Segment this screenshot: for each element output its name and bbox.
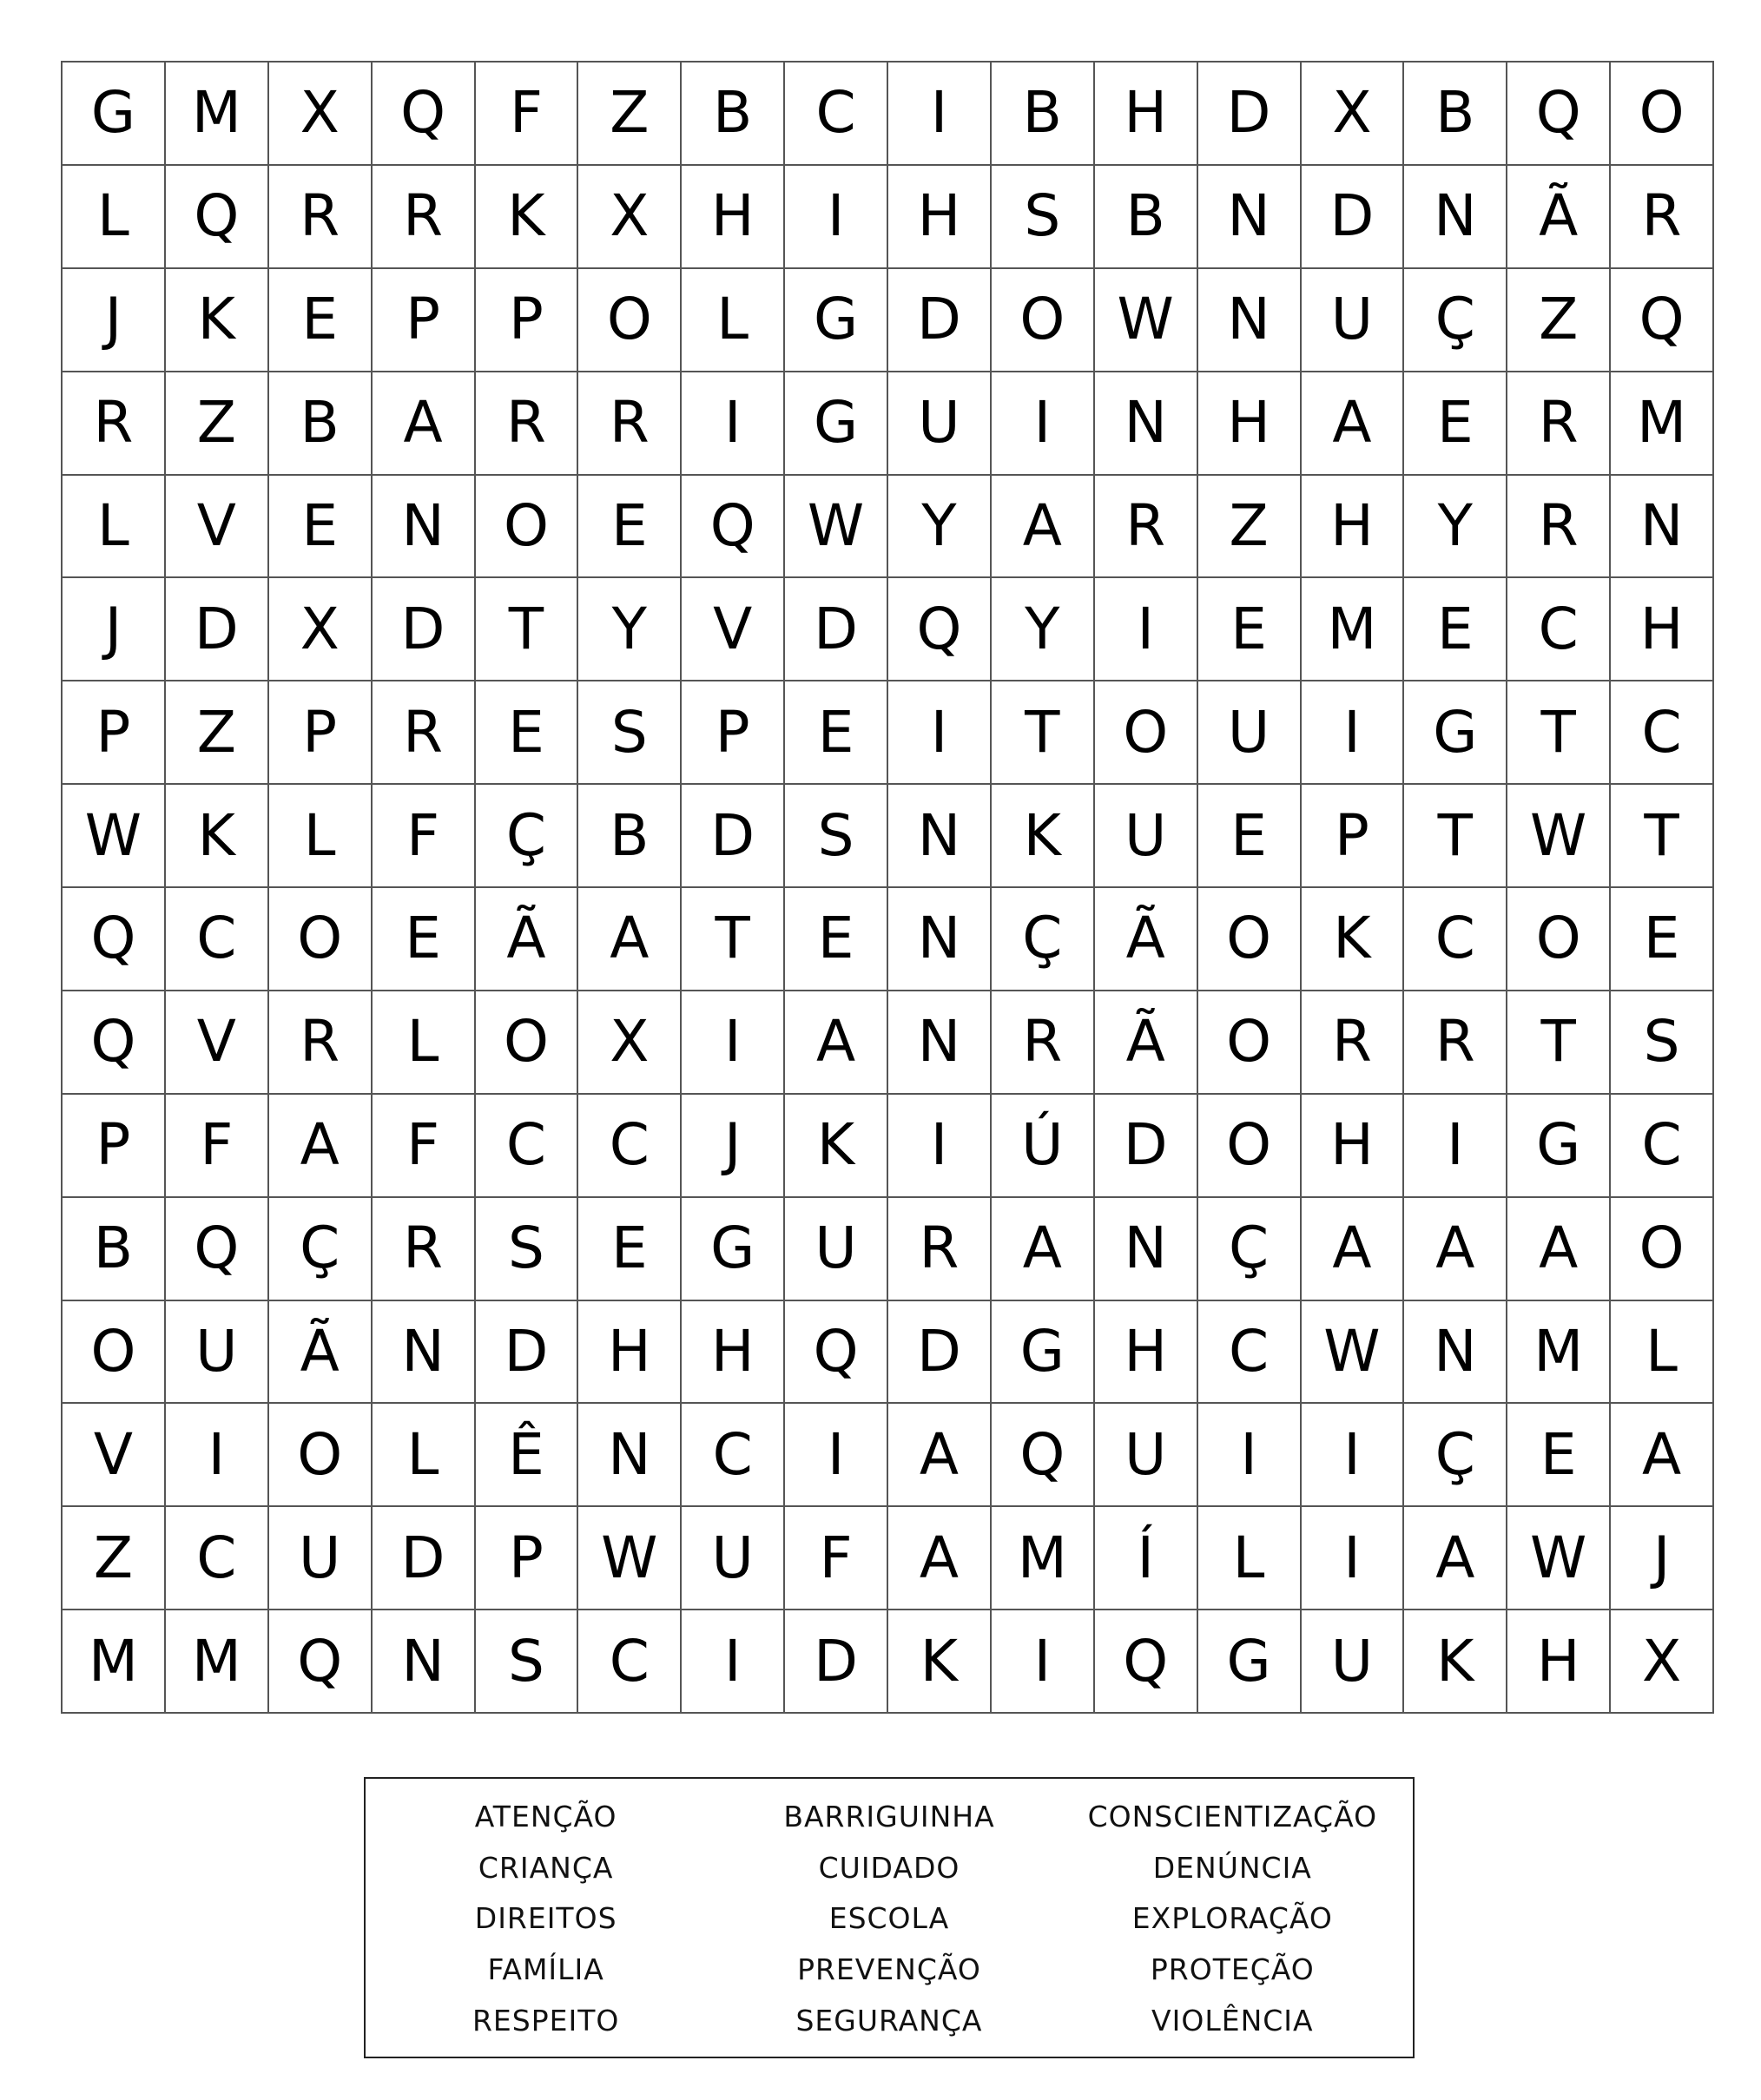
grid-cell[interactable]: U <box>166 1301 269 1405</box>
grid-cell[interactable]: Q <box>1095 1610 1198 1714</box>
grid-cell[interactable]: W <box>1507 1507 1611 1610</box>
grid-cell[interactable]: W <box>785 476 888 579</box>
grid-cell[interactable]: N <box>578 1404 682 1507</box>
grid-cell[interactable]: Q <box>682 476 785 579</box>
word-search-grid <box>61 61 1714 1714</box>
grid-cell[interactable]: S <box>578 681 682 785</box>
grid-cell[interactable]: R <box>1302 991 1405 1095</box>
grid-cell[interactable]: B <box>63 1198 166 1301</box>
grid-cell[interactable]: R <box>373 681 476 785</box>
grid-cell[interactable]: X <box>578 166 682 269</box>
grid-cell[interactable]: Q <box>166 166 269 269</box>
grid-cell[interactable]: G <box>682 1198 785 1301</box>
grid-cell[interactable]: S <box>476 1610 579 1714</box>
grid-cell[interactable]: Q <box>166 1198 269 1301</box>
grid-cell[interactable]: N <box>1404 1301 1507 1405</box>
word-list-item: BARRIGUINHA <box>783 1799 995 1833</box>
grid-cell[interactable]: C <box>1611 681 1714 785</box>
grid-cell[interactable]: E <box>373 888 476 991</box>
grid-cell[interactable]: Ê <box>476 1404 579 1507</box>
grid-cell[interactable]: D <box>373 578 476 681</box>
grid-cell[interactable]: F <box>476 63 579 166</box>
grid-cell[interactable]: Ú <box>992 1095 1095 1198</box>
grid-cell[interactable]: D <box>785 1610 888 1714</box>
grid-cell[interactable]: G <box>992 1301 1095 1405</box>
grid-cell[interactable]: U <box>269 1507 373 1610</box>
grid-cell[interactable]: O <box>476 476 579 579</box>
grid-cell[interactable]: H <box>1198 372 1302 476</box>
grid-cell[interactable]: I <box>888 681 992 785</box>
grid-cell[interactable]: K <box>1302 888 1405 991</box>
grid-cell[interactable]: H <box>1611 578 1714 681</box>
grid-cell[interactable]: D <box>888 1301 992 1405</box>
grid-cell[interactable]: L <box>373 991 476 1095</box>
grid-cell[interactable]: C <box>785 63 888 166</box>
grid-cell[interactable]: O <box>1611 63 1714 166</box>
grid-cell[interactable]: R <box>1404 991 1507 1095</box>
grid-cell[interactable]: R <box>1611 166 1714 269</box>
word-list-item: PREVENÇÃO <box>797 1952 981 1987</box>
grid-cell[interactable]: Q <box>1611 269 1714 372</box>
grid-cell[interactable]: D <box>166 578 269 681</box>
grid-cell[interactable]: Ç <box>992 888 1095 991</box>
grid-cell[interactable]: H <box>888 166 992 269</box>
grid-cell[interactable]: T <box>682 888 785 991</box>
grid-cell[interactable]: Q <box>373 63 476 166</box>
grid-cell[interactable]: X <box>1302 63 1405 166</box>
grid-cell[interactable]: C <box>1507 578 1611 681</box>
grid-cell[interactable]: A <box>1611 1404 1714 1507</box>
grid-cell[interactable]: L <box>1198 1507 1302 1610</box>
grid-cell[interactable]: C <box>166 1507 269 1610</box>
grid-cell[interactable]: A <box>1302 1198 1405 1301</box>
grid-cell[interactable]: E <box>785 888 888 991</box>
grid-cell[interactable]: E <box>1611 888 1714 991</box>
grid-cell[interactable]: I <box>785 166 888 269</box>
word-list-item: DIREITOS <box>474 1901 617 1936</box>
grid-cell[interactable]: U <box>1095 785 1198 888</box>
grid-cell[interactable]: X <box>578 991 682 1095</box>
grid-cell[interactable]: T <box>1611 785 1714 888</box>
grid-cell[interactable]: W <box>1302 1301 1405 1405</box>
grid-cell[interactable]: R <box>1507 372 1611 476</box>
grid-cell[interactable]: R <box>373 1198 476 1301</box>
grid-cell[interactable]: U <box>1302 269 1405 372</box>
grid-cell[interactable]: B <box>269 372 373 476</box>
grid-cell[interactable]: K <box>785 1095 888 1198</box>
grid-cell[interactable]: B <box>578 785 682 888</box>
grid-cell[interactable]: N <box>1198 269 1302 372</box>
word-list-item: ATENÇÃO <box>474 1799 617 1833</box>
grid-cell[interactable]: E <box>269 269 373 372</box>
grid-cell[interactable]: L <box>63 166 166 269</box>
grid-cell[interactable]: Ã <box>1095 888 1198 991</box>
grid-cell[interactable]: R <box>269 166 373 269</box>
grid-cell[interactable]: Ç <box>476 785 579 888</box>
grid-cell[interactable]: R <box>578 372 682 476</box>
grid-cell[interactable]: R <box>888 1198 992 1301</box>
grid-cell[interactable]: I <box>682 991 785 1095</box>
grid-cell[interactable]: O <box>1507 888 1611 991</box>
grid-cell[interactable]: U <box>1198 681 1302 785</box>
grid-cell[interactable]: P <box>269 681 373 785</box>
grid-cell[interactable]: T <box>476 578 579 681</box>
grid-cell[interactable]: U <box>888 372 992 476</box>
grid-cell[interactable]: M <box>63 1610 166 1714</box>
word-list-item: PROTEÇÃO <box>1150 1952 1315 1987</box>
grid-cell[interactable]: E <box>476 681 579 785</box>
grid-cell[interactable]: Q <box>992 1404 1095 1507</box>
grid-cell[interactable]: X <box>269 578 373 681</box>
grid-cell[interactable]: O <box>1198 888 1302 991</box>
grid-cell[interactable]: P <box>682 681 785 785</box>
grid-cell[interactable]: A <box>1404 1198 1507 1301</box>
grid-cell[interactable]: I <box>992 1610 1095 1714</box>
grid-cell[interactable]: M <box>1611 372 1714 476</box>
grid-cell[interactable]: Y <box>888 476 992 579</box>
word-list-item: CONSCIENTIZAÇÃO <box>1087 1799 1378 1833</box>
grid-cell[interactable]: P <box>63 1095 166 1198</box>
grid-cell[interactable]: H <box>1302 476 1405 579</box>
grid-cell[interactable]: S <box>992 166 1095 269</box>
grid-cell[interactable]: A <box>1507 1198 1611 1301</box>
grid-cell[interactable]: Q <box>63 991 166 1095</box>
grid-cell[interactable]: Q <box>1507 63 1611 166</box>
grid-cell[interactable]: Q <box>63 888 166 991</box>
grid-cell[interactable]: R <box>1507 476 1611 579</box>
grid-cell[interactable]: G <box>785 372 888 476</box>
grid-cell[interactable]: J <box>63 269 166 372</box>
grid-cell[interactable]: E <box>1404 372 1507 476</box>
grid-cell[interactable]: N <box>373 476 476 579</box>
grid-cell[interactable]: F <box>785 1507 888 1610</box>
grid-cell[interactable]: Q <box>269 1610 373 1714</box>
grid-cell[interactable]: I <box>1095 578 1198 681</box>
grid-cell[interactable]: K <box>166 269 269 372</box>
grid-cell[interactable]: G <box>785 269 888 372</box>
word-list-item: FAMÍLIA <box>487 1952 604 1987</box>
grid-cell[interactable]: P <box>1302 785 1405 888</box>
grid-cell[interactable]: R <box>476 372 579 476</box>
grid-cell[interactable]: I <box>785 1404 888 1507</box>
grid-cell[interactable]: C <box>578 1610 682 1714</box>
grid-cell[interactable]: O <box>1198 991 1302 1095</box>
grid-cell[interactable]: C <box>476 1095 579 1198</box>
grid-cell[interactable]: A <box>373 372 476 476</box>
grid-cell[interactable]: D <box>373 1507 476 1610</box>
grid-cell[interactable]: R <box>992 991 1095 1095</box>
grid-cell[interactable]: E <box>785 681 888 785</box>
grid-cell[interactable]: S <box>476 1198 579 1301</box>
grid-cell[interactable]: A <box>888 1404 992 1507</box>
grid-cell[interactable]: G <box>1404 681 1507 785</box>
grid-cell[interactable]: L <box>682 269 785 372</box>
grid-cell[interactable]: E <box>1198 578 1302 681</box>
grid-cell[interactable]: O <box>1095 681 1198 785</box>
grid-cell[interactable]: Q <box>888 578 992 681</box>
grid-cell[interactable]: O <box>269 1404 373 1507</box>
grid-cell[interactable]: I <box>1404 1095 1507 1198</box>
grid-cell[interactable]: O <box>269 888 373 991</box>
grid-cell[interactable]: V <box>63 1404 166 1507</box>
grid-cell[interactable]: I <box>1302 681 1405 785</box>
grid-cell[interactable]: N <box>373 1301 476 1405</box>
grid-cell[interactable]: Z <box>166 372 269 476</box>
grid-cell[interactable]: C <box>1198 1301 1302 1405</box>
grid-cell[interactable]: I <box>1302 1507 1405 1610</box>
word-list-item: EXPLORAÇÃO <box>1131 1901 1333 1936</box>
grid-cell[interactable]: T <box>1507 681 1611 785</box>
grid-cell[interactable]: C <box>682 1404 785 1507</box>
grid-cell[interactable]: L <box>63 476 166 579</box>
grid-cell[interactable]: W <box>578 1507 682 1610</box>
grid-cell[interactable]: A <box>992 1198 1095 1301</box>
grid-cell[interactable]: S <box>1611 991 1714 1095</box>
grid-cell[interactable]: L <box>373 1404 476 1507</box>
grid-cell[interactable]: F <box>166 1095 269 1198</box>
grid-cell[interactable]: A <box>888 1507 992 1610</box>
grid-cell[interactable]: C <box>1404 888 1507 991</box>
grid-cell[interactable]: A <box>1302 372 1405 476</box>
grid-cell[interactable]: J <box>63 578 166 681</box>
grid-cell[interactable]: Z <box>166 681 269 785</box>
grid-cell[interactable]: C <box>578 1095 682 1198</box>
grid-cell[interactable]: Ã <box>1507 166 1611 269</box>
grid-cell[interactable]: D <box>682 785 785 888</box>
grid-cell[interactable]: K <box>992 785 1095 888</box>
grid-cell[interactable]: R <box>1095 476 1198 579</box>
grid-cell[interactable]: Z <box>578 63 682 166</box>
grid-cell[interactable]: N <box>373 1610 476 1714</box>
grid-cell[interactable]: H <box>682 166 785 269</box>
grid-cell[interactable]: W <box>1507 785 1611 888</box>
grid-cell[interactable]: Y <box>992 578 1095 681</box>
grid-cell[interactable]: O <box>578 269 682 372</box>
grid-cell[interactable]: B <box>992 63 1095 166</box>
grid-cell[interactable]: O <box>476 991 579 1095</box>
word-list-item: VIOLÊNCIA <box>1151 2004 1314 2038</box>
grid-cell[interactable]: R <box>373 166 476 269</box>
grid-cell[interactable]: H <box>1302 1095 1405 1198</box>
grid-cell[interactable]: M <box>166 1610 269 1714</box>
word-list-item: DENÚNCIA <box>1152 1850 1312 1885</box>
grid-cell[interactable]: A <box>785 991 888 1095</box>
word-list-item: SEGURANÇA <box>795 2004 983 2038</box>
word-list-item: CUIDADO <box>818 1850 960 1885</box>
grid-cell[interactable]: K <box>476 166 579 269</box>
grid-cell[interactable]: Ã <box>476 888 579 991</box>
grid-cell[interactable]: V <box>682 578 785 681</box>
grid-cell[interactable]: D <box>1198 63 1302 166</box>
grid-cell[interactable]: D <box>888 269 992 372</box>
grid-cell[interactable]: I <box>682 1610 785 1714</box>
grid-cell[interactable]: K <box>166 785 269 888</box>
grid-cell[interactable]: G <box>1198 1610 1302 1714</box>
grid-cell[interactable]: H <box>1095 1301 1198 1405</box>
grid-cell[interactable]: A <box>1404 1507 1507 1610</box>
grid-cell[interactable]: E <box>578 476 682 579</box>
word-list-item: CRIANÇA <box>478 1850 614 1885</box>
grid-cell[interactable]: D <box>1302 166 1405 269</box>
grid-cell[interactable]: E <box>1404 578 1507 681</box>
grid-cell[interactable]: N <box>888 991 992 1095</box>
grid-cell[interactable]: Y <box>1404 476 1507 579</box>
grid-cell[interactable]: P <box>476 269 579 372</box>
grid-cell[interactable]: U <box>1095 1404 1198 1507</box>
grid-cell[interactable]: D <box>785 578 888 681</box>
grid-cell[interactable]: Ç <box>1404 269 1507 372</box>
grid-cell[interactable]: B <box>1095 166 1198 269</box>
grid-cell[interactable]: E <box>1198 785 1302 888</box>
grid-cell[interactable]: O <box>1198 1095 1302 1198</box>
grid-cell[interactable]: B <box>1404 63 1507 166</box>
grid-cell[interactable]: M <box>1507 1301 1611 1405</box>
grid-cell[interactable]: O <box>992 269 1095 372</box>
grid-cell[interactable]: D <box>476 1301 579 1405</box>
grid-cell[interactable]: Ç <box>1198 1198 1302 1301</box>
grid-cell[interactable]: W <box>63 785 166 888</box>
grid-cell[interactable]: V <box>166 476 269 579</box>
grid-cell[interactable]: I <box>888 1095 992 1198</box>
grid-cell[interactable]: J <box>682 1095 785 1198</box>
grid-cell[interactable]: H <box>1095 63 1198 166</box>
grid-cell[interactable]: M <box>166 63 269 166</box>
grid-cell[interactable]: G <box>1507 1095 1611 1198</box>
grid-cell[interactable]: P <box>476 1507 579 1610</box>
grid-cell[interactable]: G <box>63 63 166 166</box>
grid-cell[interactable]: U <box>785 1198 888 1301</box>
grid-cell[interactable]: D <box>1095 1095 1198 1198</box>
grid-cell[interactable]: I <box>682 372 785 476</box>
grid-cell[interactable]: E <box>578 1198 682 1301</box>
grid-cell[interactable]: N <box>888 785 992 888</box>
grid-cell[interactable]: C <box>166 888 269 991</box>
grid-cell[interactable]: N <box>1611 476 1714 579</box>
grid-cell[interactable]: Y <box>578 578 682 681</box>
grid-cell[interactable]: V <box>166 991 269 1095</box>
grid-cell[interactable]: A <box>992 476 1095 579</box>
grid-cell[interactable]: P <box>373 269 476 372</box>
grid-cell[interactable]: X <box>1611 1610 1714 1714</box>
grid-cell[interactable]: T <box>992 681 1095 785</box>
grid-cell[interactable]: W <box>1095 269 1198 372</box>
grid-cell[interactable]: N <box>1095 1198 1198 1301</box>
grid-cell[interactable]: K <box>1404 1610 1507 1714</box>
grid-cell[interactable]: O <box>63 1301 166 1405</box>
word-list-item: ESCOLA <box>828 1901 950 1936</box>
word-list-item: RESPEITO <box>472 2004 620 2038</box>
grid-cell[interactable]: I <box>1198 1404 1302 1507</box>
grid-cell[interactable]: Z <box>1198 476 1302 579</box>
grid-cell[interactable]: P <box>63 681 166 785</box>
grid-cell[interactable]: Z <box>63 1507 166 1610</box>
grid-cell[interactable]: M <box>1302 578 1405 681</box>
grid-cell[interactable]: U <box>682 1507 785 1610</box>
grid-cell[interactable]: Ã <box>1095 991 1198 1095</box>
grid-cell[interactable]: E <box>1507 1404 1611 1507</box>
grid-cell[interactable]: B <box>682 63 785 166</box>
grid-cell[interactable]: J <box>1611 1507 1714 1610</box>
grid-cell[interactable]: Ã <box>269 1301 373 1405</box>
grid-cell[interactable]: N <box>1198 166 1302 269</box>
grid-cell[interactable]: Q <box>785 1301 888 1405</box>
grid-cell[interactable]: H <box>578 1301 682 1405</box>
grid-cell[interactable]: R <box>269 991 373 1095</box>
grid-cell[interactable]: I <box>992 372 1095 476</box>
grid-cell[interactable]: Z <box>1507 269 1611 372</box>
grid-cell[interactable]: N <box>888 888 992 991</box>
grid-cell[interactable]: H <box>682 1301 785 1405</box>
grid-cell[interactable]: H <box>1507 1610 1611 1714</box>
grid-cell[interactable]: I <box>166 1404 269 1507</box>
grid-cell[interactable]: Ç <box>1404 1404 1507 1507</box>
grid-cell[interactable]: C <box>1611 1095 1714 1198</box>
grid-cell[interactable]: N <box>1095 372 1198 476</box>
grid-cell[interactable]: O <box>1611 1198 1714 1301</box>
grid-cell[interactable]: I <box>888 63 992 166</box>
grid-cell[interactable]: F <box>373 785 476 888</box>
word-list-box <box>364 1777 1415 2058</box>
grid-cell[interactable]: A <box>578 888 682 991</box>
grid-cell[interactable]: L <box>1611 1301 1714 1405</box>
grid-cell[interactable]: X <box>269 63 373 166</box>
grid-cell[interactable]: I <box>1302 1404 1405 1507</box>
grid-cell[interactable]: S <box>785 785 888 888</box>
grid-cell[interactable]: E <box>269 476 373 579</box>
grid-cell[interactable]: U <box>1302 1610 1405 1714</box>
grid-cell[interactable]: F <box>373 1095 476 1198</box>
grid-cell[interactable]: Ç <box>269 1198 373 1301</box>
grid-cell[interactable]: N <box>1404 166 1507 269</box>
grid-cell[interactable]: T <box>1404 785 1507 888</box>
grid-cell[interactable]: R <box>63 372 166 476</box>
grid-cell[interactable]: L <box>269 785 373 888</box>
grid-cell[interactable]: A <box>269 1095 373 1198</box>
grid-cell[interactable]: K <box>888 1610 992 1714</box>
grid-cell[interactable]: T <box>1507 991 1611 1095</box>
grid-cell[interactable]: M <box>992 1507 1095 1610</box>
grid-cell[interactable]: Í <box>1095 1507 1198 1610</box>
